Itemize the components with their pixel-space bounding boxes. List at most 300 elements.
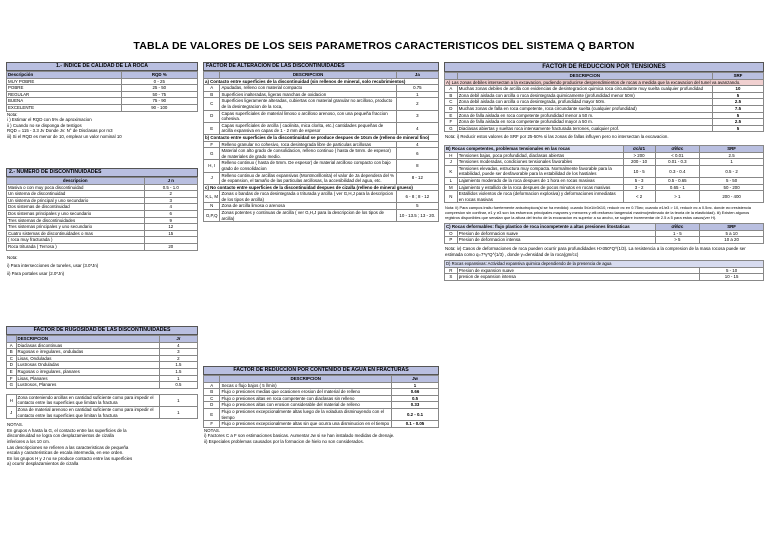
table-cell: 2 xyxy=(144,191,197,198)
section-row xyxy=(445,79,764,86)
table-cell: 2 xyxy=(159,355,197,362)
table-cell: F xyxy=(445,119,458,126)
table-row xyxy=(445,230,764,237)
table-cell: 4 xyxy=(159,342,197,349)
table-cell: Diaclasas discontinuas xyxy=(16,342,159,349)
jr-body xyxy=(7,342,198,388)
table-cell: 9 xyxy=(144,217,197,224)
table-cell: Tensiones elevadas, estructura muy compacta. Normalmente favorable para la estabilidad, puede ser desfavorable para la estabilidad de los hastiales xyxy=(457,165,623,177)
table-row xyxy=(7,191,198,198)
table-cell: H xyxy=(445,152,458,159)
section-row xyxy=(204,184,439,191)
table-cell xyxy=(144,237,197,244)
note-line: a) ocurrir desplazamientos de cizalla xyxy=(7,461,79,467)
table-cell: 0.5 - 0.65 xyxy=(655,177,700,184)
table-cell: Rugosas o irregulares, planares xyxy=(16,368,159,375)
table-cell: 0.5 - 2 xyxy=(700,165,764,177)
ja-section-c: c) No contacto entre superficies de la discontinuidad despues de cizalla (relleno de mineral grueso) xyxy=(204,184,439,191)
jr-header: FACTOR DE RUGOSIDAD DE LAS DISCONTINUIDADES xyxy=(6,326,198,335)
jw-header: FACTOR DE REDUCCION POR CONTENIDO DE AGUA EN FRACTURAS xyxy=(203,366,439,375)
table-cell: M xyxy=(445,184,458,191)
rqd-table xyxy=(6,71,198,112)
table-cell: 0.75 xyxy=(396,85,438,92)
table-cell: MUY POBRE xyxy=(7,78,122,85)
table-row xyxy=(7,362,198,369)
table-row xyxy=(204,382,439,389)
table-cell: REGULAR xyxy=(7,91,122,98)
table-row xyxy=(204,408,439,420)
table-cell: 5 a 10 xyxy=(700,230,764,237)
jr-col-description: DESCRIPCION xyxy=(16,336,159,343)
ja-panel xyxy=(203,62,439,222)
table-cell: 3 xyxy=(396,110,438,122)
table-cell: 1 xyxy=(159,375,197,382)
table-header-row xyxy=(445,224,764,231)
table-cell: Tensiones bajas, poca profundidad, diaclasas abiertas xyxy=(457,152,623,159)
table-cell: Superficies ligeramente alteradas, cubiertas con material granular no arcilloso, producto de la desintegracion de la roca, xyxy=(220,98,396,110)
table-cell: A xyxy=(7,342,17,349)
table-cell: Un sistema de principal y uno secundario xyxy=(7,197,145,204)
table-row xyxy=(445,112,764,119)
table-row xyxy=(7,104,198,111)
table-cell: Secas o flujo bajos ( 5 l/min) xyxy=(220,382,392,389)
table-row xyxy=(445,274,764,281)
table-cell: G xyxy=(7,382,17,389)
table-cell: 1.5 xyxy=(159,368,197,375)
table-cell: Capas superficiales de material limoso o arcilloso arenoso, con una pequeña fraccion cohesiva. xyxy=(220,110,396,122)
srf-table-d xyxy=(444,260,764,281)
ja-section-b: b) Contacto entre superficies de la discontinuidad se produce despues de 10cm de (relleno de mineral fino) xyxy=(204,134,439,141)
table-cell: N xyxy=(204,203,220,210)
srf-note-c: Nota: iv) Casos de deformaciones de roca pueden ocurrir para profundidades H>350*Q^(1/3). La resistencia a la compresion de la masa rocosa puede ser estimada como q=7*γ*Q^(1/3) , donde γ=densidad de la roca(gm/cc) xyxy=(445,246,746,257)
table-cell: Tres sistemas de discontinuidades xyxy=(7,217,145,224)
table-cell: 0.2 - 0.1 xyxy=(391,408,438,420)
srf-note-a: Nota: i) Reducir estos valores de SRF por 25-50% si las zonas de fallas influyen pero no intersectan la excavacion. xyxy=(445,134,669,140)
section-row xyxy=(204,78,439,85)
table-cell: 10 - 5 xyxy=(623,165,655,177)
jn-table xyxy=(6,177,198,251)
table-cell: 6 - 8 ; 8 - 12 xyxy=(396,191,438,203)
table-cell: Relleno continuo de arcillas expansivas (Montmorillonita) el valor de Ja dependera del % de expansion, el tamaño de las particulas arcillosas, la accesibilidad del agua, etc. xyxy=(220,172,396,184)
srf-col-letter xyxy=(445,73,458,80)
table-cell: 0.5 - 1.0 xyxy=(144,184,197,191)
table-cell: E xyxy=(7,368,17,375)
table-cell: 5 xyxy=(712,125,763,132)
note-line: Las descripciones se refieren a las caracteristicas de pequeña xyxy=(7,444,129,450)
table-cell: 20 xyxy=(144,243,197,250)
table-cell: C xyxy=(204,395,220,402)
srf-section-a: A) Las zonas debiles intersectan a la excavacion, pudiendo producirse desprendimientos de rocas a medida que la excavacion del tunel va avanzando. xyxy=(445,79,764,86)
table-cell: Cuatro sistemas de discontinuidades o mas xyxy=(7,230,145,237)
jw-col-description: DESCRIPCION xyxy=(220,376,392,383)
srf-b-col-2: σθ/σc xyxy=(655,145,700,152)
table-cell: Lustrosos, Planares xyxy=(16,382,159,389)
table-row xyxy=(7,355,198,362)
note-line: ii) Especiales problemas causados por la formacion de hielo no son considerados. xyxy=(204,438,364,444)
srf-header: FACTOR DE REDUCCION POR TENSIONES xyxy=(444,62,764,72)
table-cell: Flujo o presiones medias que ocasionen erosion del material de relleno xyxy=(220,389,392,396)
table-cell: Presion de deformacion suave xyxy=(457,230,655,237)
table-cell: K xyxy=(445,165,458,177)
table-cell: 10 xyxy=(712,86,763,93)
table-cell: Zonas potentes y continuas de arcilla ( ver G,H,J para la descripcion de los tipos de arcilla) xyxy=(220,210,396,222)
table-row xyxy=(7,85,198,92)
table-header-row xyxy=(445,145,764,152)
table-row xyxy=(204,141,439,148)
note-line: NOTAS. xyxy=(204,427,221,433)
ja-body xyxy=(204,78,439,222)
note-line: Nota: xyxy=(7,254,18,260)
table-cell: Zona de material arenoso en cantidad suficiente como para impedir el contacto entre las superficies que limitan la fractura xyxy=(16,406,159,418)
table-cell: D xyxy=(204,402,220,409)
table-cell: > 1 xyxy=(655,191,700,203)
table-cell: 3 xyxy=(144,197,197,204)
table-row xyxy=(7,375,198,382)
table-row xyxy=(7,406,198,418)
srf-note-b: Nota: ii) Para campos insitu fuertemente anisotropicos(si se ha medido): cuando 5≤σ1/σ3≤10, reducir σc en 0.75σc; cuando σ1/σ3 > 10, reducir σc a 0.5σc. donde σc=resistencia compresion sin confinar, σ1 y σ3 son los esfuerzos principales mayores y menores y σθ=esfuerzo tangencial maximo(estimado de la teoria de la elasticidad). iii) Existen algunos registros disponibles que senalan que la altura del techo de la excavacion es superior a su ancho, se sugiere incrementar de 2.5 a 5 para estos casos(ver H). xyxy=(445,205,751,221)
rqd-col-value: RQD % xyxy=(121,72,197,79)
table-cell: C xyxy=(445,99,458,106)
table-cell: 4 xyxy=(396,122,438,134)
jr-body-2 xyxy=(7,394,198,418)
table-cell: 90 - 100 xyxy=(121,104,197,111)
note-line: En los grupos H y J no se produce contacto entre las superficies xyxy=(7,455,133,461)
srf-table-c xyxy=(444,223,764,244)
rqd-body xyxy=(7,78,198,111)
table-row xyxy=(204,98,439,110)
jw-table xyxy=(203,375,439,428)
table-cell: 200 - 400 xyxy=(700,191,764,203)
table-cell: 5 - 50 xyxy=(700,177,764,184)
table-cell: B xyxy=(7,349,17,356)
jr-table-2 xyxy=(6,394,198,419)
table-cell: 6 xyxy=(144,210,197,217)
table-header-row xyxy=(445,73,764,80)
table-row xyxy=(7,243,198,250)
table-cell: G xyxy=(445,125,458,132)
srf-col-value: SRF xyxy=(712,73,763,80)
table-cell: 2.5 xyxy=(712,119,763,126)
table-header-row xyxy=(7,72,198,79)
table-cell: presion de expansion intensa xyxy=(457,274,699,281)
jw-panel xyxy=(203,366,439,445)
table-cell: 1 xyxy=(396,91,438,98)
table-cell: 12 xyxy=(144,224,197,231)
table-cell: 25 - 50 xyxy=(121,85,197,92)
table-cell: 0.66 xyxy=(391,389,438,396)
table-row xyxy=(445,237,764,244)
table-cell: R xyxy=(445,267,458,274)
ja-col-letter xyxy=(204,72,220,79)
table-cell: Flujo o presiones altas con erosion considerable del material de relleno xyxy=(220,402,392,409)
jr-notes xyxy=(6,422,198,467)
table-cell: H xyxy=(7,394,17,406)
table-cell: Dos sistemas principales y uno secundario xyxy=(7,210,145,217)
table-cell: BUENA xyxy=(7,98,122,105)
table-header-row xyxy=(204,72,439,79)
table-cell: 1 xyxy=(159,406,197,418)
srf-body-d xyxy=(445,267,764,280)
table-cell: 8 - 12 xyxy=(396,172,438,184)
table-row xyxy=(204,91,439,98)
table-row xyxy=(445,177,764,184)
table-cell: F xyxy=(7,375,17,382)
table-row xyxy=(204,395,439,402)
table-cell: A xyxy=(445,86,458,93)
table-cell: Zona debil aislada con arcilla o roca desintegrada quimicamente (profundidad menor 50m) xyxy=(457,92,712,99)
table-row xyxy=(7,91,198,98)
ja-col-value: Ja xyxy=(396,72,438,79)
table-cell: 5 xyxy=(396,203,438,210)
table-cell: A xyxy=(204,382,220,389)
table-cell: E xyxy=(204,122,220,134)
table-cell: 10 a 20 xyxy=(700,237,764,244)
table-cell: E xyxy=(445,112,458,119)
table-cell: Zona de arcilla limosa o arenosa xyxy=(220,203,396,210)
note-line: ii) Para portales usar (2.0*Jn) xyxy=(7,270,65,276)
table-cell: S xyxy=(445,274,458,281)
table-cell: 10 - 13.5 ; 13 - 20. xyxy=(396,210,438,222)
table-row xyxy=(445,267,764,274)
table-header-row xyxy=(7,178,198,185)
table-cell: Flujo o presiones altas en roca competente con diaclasas sin relleno xyxy=(220,395,392,402)
table-cell: 10 - 15 xyxy=(700,274,764,281)
srf-table-a xyxy=(444,72,764,132)
jn-panel xyxy=(6,168,198,278)
table-cell: EXCELENTE xyxy=(7,104,122,111)
table-cell: 0.01 - 0.3 xyxy=(655,159,700,166)
table-row xyxy=(204,203,439,210)
table-cell: D xyxy=(7,362,17,369)
table-cell: 4 xyxy=(396,141,438,148)
srf-col-description: DESCRIPCION xyxy=(457,73,712,80)
table-cell: Lisas, Planares xyxy=(16,375,159,382)
srf-table-b xyxy=(444,145,764,203)
table-row xyxy=(445,184,764,191)
table-row xyxy=(7,224,198,231)
table-row xyxy=(204,172,439,184)
table-cell: F xyxy=(204,141,220,148)
srf-body-a xyxy=(445,86,764,132)
table-cell: Material con alto grado de consolidacion, relleno continuo ( hasta de 5mm. de espesor) de materiales de grado medio. xyxy=(220,148,396,160)
table-cell: J xyxy=(204,172,220,184)
table-cell: P xyxy=(445,237,458,244)
table-cell: C xyxy=(204,98,220,110)
table-cell: 5 xyxy=(712,92,763,99)
table-row xyxy=(204,160,439,172)
table-row xyxy=(204,110,439,122)
table-cell: Relleno granular no cohesivo, roca desintegrada libre de particulas arcillosas xyxy=(220,141,396,148)
table-cell: < 0.01 xyxy=(655,152,700,159)
table-cell: 1 xyxy=(700,159,764,166)
srf-c-col-1: σθ/σc xyxy=(655,224,700,231)
table-row xyxy=(7,204,198,211)
note-line: iii) Si el RQD es menor de 10, emplear un valor nominal 10 xyxy=(7,133,122,139)
table-row xyxy=(7,349,198,356)
jw-col-letter xyxy=(204,376,220,383)
table-row xyxy=(445,152,764,159)
table-cell: 4 xyxy=(144,204,197,211)
table-cell: D xyxy=(445,105,458,112)
table-cell: 200 - 10 xyxy=(623,159,655,166)
table-cell: 1.5 xyxy=(159,362,197,369)
table-row xyxy=(7,230,198,237)
table-cell: 1 xyxy=(159,394,197,406)
table-row xyxy=(445,165,764,177)
srf-section-d: D) Rocas expansivas: Actividad expansiva quimica dependiendo de la presencia de agua xyxy=(445,261,764,267)
note-line: i) Factores C a F son estimaciones basicas. Aumentar Jw si se han instalado medidas de drenaje. xyxy=(204,433,395,439)
table-cell: H, I xyxy=(204,160,220,172)
table-row xyxy=(7,394,198,406)
rqd-header: 1.- INDICE DE CALIDAD DE LA ROCA xyxy=(6,62,198,71)
rqd-panel xyxy=(6,62,198,140)
table-header-row xyxy=(7,336,198,343)
table-row xyxy=(204,210,439,222)
table-row xyxy=(204,148,439,160)
table-row xyxy=(7,342,198,349)
table-cell: ( roca muy fracturada ) xyxy=(7,237,145,244)
jr-col-value: Jr xyxy=(159,336,197,343)
table-cell: Flujo o presiones excepcionalmente altas luego de la voladura disminuyendo con el tiempo xyxy=(220,408,392,420)
table-cell: 1 xyxy=(391,382,438,389)
srf-section-b: B) Rocas competentes, problemas tensionales en las rocas xyxy=(445,145,624,152)
note-line: i) Para intersecciones de tuneles, usar (3.0*Jn) xyxy=(7,262,99,268)
table-row xyxy=(445,119,764,126)
table-row xyxy=(7,210,198,217)
table-cell: Lustrosas Onduladas xyxy=(16,362,159,369)
table-row xyxy=(445,159,764,166)
table-row xyxy=(7,217,198,224)
table-cell: Lajamiento moderado de la roca despues de 1 hora en rocas masivas xyxy=(457,177,623,184)
jn-header: 2.- NUMERO DE DISCONTINUIDADES xyxy=(6,168,198,177)
table-row xyxy=(7,98,198,105)
table-cell: Masiva o con muy poca discontinuidad xyxy=(7,184,145,191)
table-cell: 0.1 - 0.05 xyxy=(391,421,438,428)
note-line: RQD = 115 - 3.3 Jv Donde Jv: N° de Disclasas por m3 xyxy=(7,128,113,134)
page-title: TABLA DE VALORES DE LOS SEIS PARAMETROS CARACTERISTICOS DEL SISTEMA Q BARTON xyxy=(133,40,635,52)
jw-body xyxy=(204,382,439,427)
table-cell: E xyxy=(204,408,220,420)
table-row xyxy=(445,86,764,93)
table-cell: A xyxy=(204,85,220,92)
table-cell: Zona debil aislada con arcilla o roca desintegrada, profundidad mayor 50m. xyxy=(457,99,712,106)
table-cell: 0.33 xyxy=(391,402,438,409)
table-cell: N xyxy=(445,191,458,203)
table-cell: C xyxy=(7,355,17,362)
table-cell: 6 xyxy=(396,148,438,160)
table-cell: > 5 xyxy=(655,237,700,244)
table-cell: 8 xyxy=(396,160,438,172)
table-cell: Superficies inalteradas, ligeras manchas de oxidacion xyxy=(220,91,396,98)
jw-col-value: Jw xyxy=(391,376,438,383)
table-cell: J xyxy=(445,159,458,166)
table-cell: 2.5 xyxy=(712,99,763,106)
jr-col-letter xyxy=(7,336,17,343)
table-cell: O xyxy=(445,230,458,237)
note-line: NOTAS. xyxy=(7,422,24,428)
srf-b-col-1: σc/σ1 xyxy=(623,145,655,152)
table-cell: 0.5 xyxy=(391,395,438,402)
table-cell: 7.5 xyxy=(712,105,763,112)
table-row xyxy=(204,122,439,134)
srf-body-b xyxy=(445,152,764,203)
table-cell: G xyxy=(204,148,220,160)
table-cell: 15 xyxy=(144,230,197,237)
ja-col-description: DESCRIPCION xyxy=(220,72,396,79)
table-cell: 0.5 xyxy=(159,382,197,389)
srf-b-col-3: SRF xyxy=(700,145,764,152)
table-row xyxy=(445,191,764,203)
table-cell: 5 - 3 xyxy=(623,177,655,184)
table-cell: Diaclasas abiertas y sueltas roca intensamente fracturada terrones, cualquier prof. xyxy=(457,125,712,132)
srf-c-col-2: SRF xyxy=(700,224,764,231)
table-cell: Estallidos violentos de roca (deformacion explosiva) y deformaciones inmediatas en rocas masivas xyxy=(457,191,623,203)
table-row xyxy=(7,237,198,244)
table-row xyxy=(7,78,198,85)
table-row xyxy=(204,85,439,92)
srf-body-c xyxy=(445,230,764,243)
srf-panel xyxy=(444,62,764,281)
ja-table xyxy=(203,71,439,222)
section-row xyxy=(204,134,439,141)
table-cell: > 200 xyxy=(623,152,655,159)
table-cell: 0.3 - 0.4 xyxy=(655,165,700,177)
jr-panel xyxy=(6,326,198,467)
ja-header: FACTOR DE ALTERACION DE LAS DISCONTINUIDADES xyxy=(203,62,439,71)
note-line: En grupos A hasta la G, el contacto entre las superficies de la xyxy=(7,427,127,433)
table-cell: Zona conteniendo arcillas en cantidad suficiente como para impedir el contacto entre las superficies que limitan la fractura xyxy=(16,394,159,406)
table-row xyxy=(445,105,764,112)
table-row xyxy=(445,92,764,99)
table-cell: Zona de falla aislada en roca competente profundidad menor a 50 m. xyxy=(457,112,712,119)
table-cell: Lisas, Onduladas xyxy=(16,355,159,362)
table-cell: D xyxy=(204,110,220,122)
table-cell: Muchas zonas de falla en roca competente, roca circundante suelta (cualquier profundidad) xyxy=(457,105,712,112)
note-line: escala y caracteristicas de escala intermedia, en ese orden. xyxy=(7,450,124,456)
rqd-col-description: Descripción xyxy=(7,72,122,79)
srf-section-c: C) Rocas deformables: flujo plastico de roca incompetente a altas presiones litostaticas xyxy=(445,224,656,231)
table-cell: Lajamiento y estallido de la roca despues de pocos minutos en rocas masivas xyxy=(457,184,623,191)
table-cell: Muchas zonas debiles de arcilla con evidencias de desintegracion quimica roca circundante muy suelta cualquier profundidad xyxy=(457,86,712,93)
table-cell: Tres sistemas principales y uno secundario xyxy=(7,224,145,231)
table-cell: 1 - 5 xyxy=(655,230,700,237)
jn-col-value: J n xyxy=(144,178,197,185)
table-cell: 50 - 200 xyxy=(700,184,764,191)
table-row xyxy=(7,368,198,375)
table-cell: Roca triturada ( Terrosa ) xyxy=(7,243,145,250)
table-row xyxy=(7,382,198,389)
table-cell: B xyxy=(204,389,220,396)
note-line: ii ) Cuando no se disponga de testigos xyxy=(7,122,82,128)
ja-section-a: a) Contacto entre superficies de la discontinuidad (sin rellenos de mineral, solo recubrimientos) xyxy=(204,78,439,85)
table-header-row xyxy=(204,376,439,383)
table-row xyxy=(204,421,439,428)
table-cell: 50 - 75 xyxy=(121,91,197,98)
table-row xyxy=(204,191,439,203)
table-cell: Capas superficiales de arcilla ( caolinita, mica clorita, etc.) cantidades pequeñas de arcilla expansiva en capas de 1 - 2 mm de espesor xyxy=(220,122,396,134)
table-cell: J xyxy=(7,406,17,418)
table-cell: 0.65 - 1 xyxy=(655,184,700,191)
table-cell: Dos sistemas de discontinuidad xyxy=(7,204,145,211)
table-cell: Un sistema de discontinuidad xyxy=(7,191,145,198)
jw-notes xyxy=(203,428,439,445)
table-row xyxy=(445,99,764,106)
rqd-notes xyxy=(6,112,198,140)
table-cell: Tensiones moderadas, condiciones tensionales favorables xyxy=(457,159,623,166)
table-cell: 2.5 xyxy=(700,152,764,159)
table-cell: L xyxy=(445,177,458,184)
table-cell: < 2 xyxy=(623,191,655,203)
